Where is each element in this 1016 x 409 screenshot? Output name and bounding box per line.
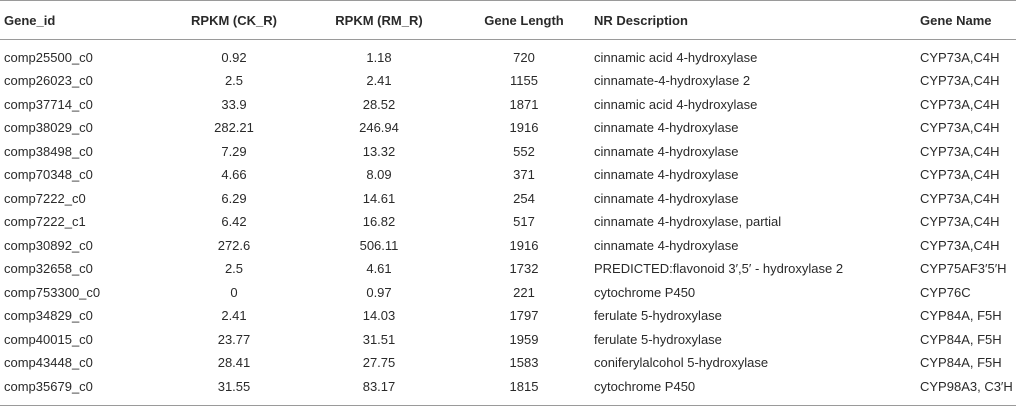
cell-nr-description: cinnamate 4-hydroxylase: [594, 120, 739, 136]
header-rpkm-rm: RPKM (RM_R): [335, 12, 423, 28]
cell-rpkm-rm: 14.61: [362, 190, 396, 206]
table-row: [0, 210, 1016, 234]
table-row: [0, 140, 1016, 164]
cell-gene-length: 254: [513, 190, 535, 206]
cell-gene-id: comp25500_c0: [4, 50, 93, 65]
cell-gene-length: 517: [513, 214, 535, 230]
cell-gene-length: 221: [513, 284, 535, 300]
cell-rpkm-ck: 272.6: [217, 237, 251, 253]
cell-gene-name: CYP84A, F5H: [920, 355, 1002, 371]
cell-gene-name: CYP73A,C4H: [920, 167, 1000, 183]
cell-rpkm-ck: 31.55: [217, 378, 251, 394]
cell-nr-description: cinnamate-4-hydroxylase 2: [594, 73, 751, 89]
cell-gene-name: CYP76C: [920, 284, 971, 300]
cell-nr-description: cinnamic acid 4-hydroxylase: [594, 96, 758, 112]
cell-gene-id: comp43448_c0: [4, 355, 93, 371]
cell-rpkm-ck: 2.5: [224, 73, 244, 89]
cell-rpkm-rm: 246.94: [359, 120, 399, 136]
table-row: [0, 93, 1016, 117]
cell-gene-name: CYP84A, F5H: [920, 308, 1002, 324]
cell-nr-description: cytochrome P450: [594, 284, 696, 300]
cell-rpkm-ck: 23.77: [217, 331, 251, 347]
cell-rpkm-rm: 506.11: [359, 237, 399, 253]
cell-gene-id: comp30892_c0: [4, 237, 93, 253]
cell-nr-description: cinnamic acid 4-hydroxylase: [594, 50, 758, 65]
cell-gene-length: 1959: [509, 331, 539, 347]
cell-nr-description: cinnamate 4-hydroxylase, partial: [594, 214, 782, 230]
cell-gene-name: CYP98A3, C3′H: [920, 378, 1013, 394]
cell-gene-id: comp38029_c0: [4, 120, 93, 136]
table-row: [0, 351, 1016, 375]
cell-gene-id: comp40015_c0: [4, 331, 93, 347]
cell-gene-id: comp37714_c0: [4, 96, 93, 112]
cell-gene-length: 1155: [510, 73, 538, 89]
header-row: [0, 0, 1016, 40]
cell-gene-name: CYP73A,C4H: [920, 143, 1000, 159]
cell-gene-id: comp34829_c0: [4, 308, 93, 324]
cell-gene-name: CYP73A,C4H: [920, 120, 1000, 136]
cell-rpkm-rm: 13.32: [362, 143, 396, 159]
table-row: [0, 234, 1016, 258]
cell-nr-description: ferulate 5-hydroxylase: [594, 331, 722, 347]
cell-gene-id: comp7222_c1: [4, 214, 86, 230]
cell-gene-name: CYP73A,C4H: [920, 50, 1000, 65]
table-row: [0, 328, 1016, 352]
cell-nr-description: cinnamate 4-hydroxylase: [594, 190, 739, 206]
cell-gene-id: comp753300_c0: [4, 284, 101, 300]
cell-gene-name: CYP75AF3′5′H: [920, 261, 1007, 277]
cell-nr-description: PREDICTED:flavonoid 3′,5′ - hydroxylase 2: [594, 261, 844, 277]
cell-gene-length: 1916: [509, 237, 539, 253]
cell-rpkm-rm: 14.03: [362, 308, 396, 324]
cell-rpkm-rm: 31.51: [362, 331, 396, 347]
cell-rpkm-ck: 282.21: [214, 120, 254, 136]
header-gene-length: Gene Length: [484, 12, 564, 28]
table-row: [0, 40, 1016, 69]
table-row: [0, 257, 1016, 281]
cell-gene-id: comp26023_c0: [4, 73, 93, 89]
cell-gene-name: CYP73A,C4H: [920, 190, 1000, 206]
cell-nr-description: cinnamate 4-hydroxylase: [594, 237, 739, 253]
cell-rpkm-ck: 0.92: [221, 50, 247, 65]
table-row: [0, 281, 1016, 305]
table-row: [0, 304, 1016, 328]
bottom-rule: [0, 405, 1016, 406]
cell-gene-length: 1797: [509, 308, 539, 324]
cell-rpkm-rm: 1.18: [366, 50, 392, 65]
cell-gene-id: comp38498_c0: [4, 143, 93, 159]
cell-rpkm-ck: 6.42: [221, 214, 247, 230]
cell-gene-name: CYP73A,C4H: [920, 237, 1000, 253]
cell-gene-id: comp35679_c0: [4, 378, 93, 394]
cell-rpkm-ck: 33.9: [221, 96, 247, 112]
cell-rpkm-ck: 2.41: [221, 308, 247, 324]
cell-gene-name: CYP84A, F5H: [920, 331, 1002, 347]
table-row: [0, 69, 1016, 93]
cell-gene-id: comp7222_c0: [4, 190, 86, 206]
cell-gene-name: CYP73A,C4H: [920, 214, 1000, 230]
cell-rpkm-ck: 0: [230, 284, 238, 300]
cell-gene-length: 552: [513, 143, 535, 159]
cell-gene-id: comp70348_c0: [4, 167, 93, 183]
cell-rpkm-ck: 4.66: [221, 167, 247, 183]
cell-rpkm-rm: 2.41: [366, 73, 392, 89]
cell-gene-length: 371: [513, 167, 535, 183]
header-gene-id: Gene_id: [4, 12, 56, 28]
table-row: [0, 116, 1016, 140]
cell-nr-description: coniferylalcohol 5-hydroxylase: [594, 355, 769, 371]
cell-rpkm-rm: 27.75: [362, 355, 396, 371]
table-body: [0, 40, 1016, 398]
table-row: [0, 187, 1016, 211]
header-nr-description: NR Description: [594, 12, 688, 28]
cell-gene-id: comp32658_c0: [4, 261, 93, 277]
table-row: [0, 375, 1016, 399]
cell-rpkm-ck: 7.29: [221, 143, 247, 159]
cell-gene-length: 1916: [509, 120, 539, 136]
header-gene-name: Gene Name: [920, 12, 992, 28]
cell-rpkm-rm: 4.61: [366, 261, 392, 277]
cell-rpkm-rm: 28.52: [362, 96, 396, 112]
cell-gene-length: 1871: [509, 96, 539, 112]
cell-rpkm-ck: 6.29: [221, 190, 247, 206]
cell-nr-description: ferulate 5-hydroxylase: [594, 308, 722, 324]
cell-rpkm-ck: 2.5: [224, 261, 244, 277]
cell-nr-description: cinnamate 4-hydroxylase: [594, 143, 739, 159]
cell-nr-description: cytochrome P450: [594, 378, 696, 394]
cell-gene-name: CYP73A,C4H: [920, 96, 1000, 112]
cell-rpkm-ck: 28.41: [217, 355, 251, 371]
cell-gene-name: CYP73A,C4H: [920, 73, 1000, 89]
cell-rpkm-rm: 83.17: [362, 378, 396, 394]
cell-rpkm-rm: 16.82: [362, 214, 396, 230]
cell-gene-length: 1815: [509, 378, 539, 394]
cell-rpkm-rm: 0.97: [366, 284, 392, 300]
cell-gene-length: 720: [513, 50, 535, 65]
table-row: [0, 163, 1016, 187]
cell-nr-description: cinnamate 4-hydroxylase: [594, 167, 739, 183]
header-rpkm-ck: RPKM (CK_R): [191, 12, 277, 28]
cell-gene-length: 1583: [509, 355, 539, 371]
cell-gene-length: 1732: [509, 261, 539, 277]
cell-rpkm-rm: 8.09: [366, 167, 392, 183]
